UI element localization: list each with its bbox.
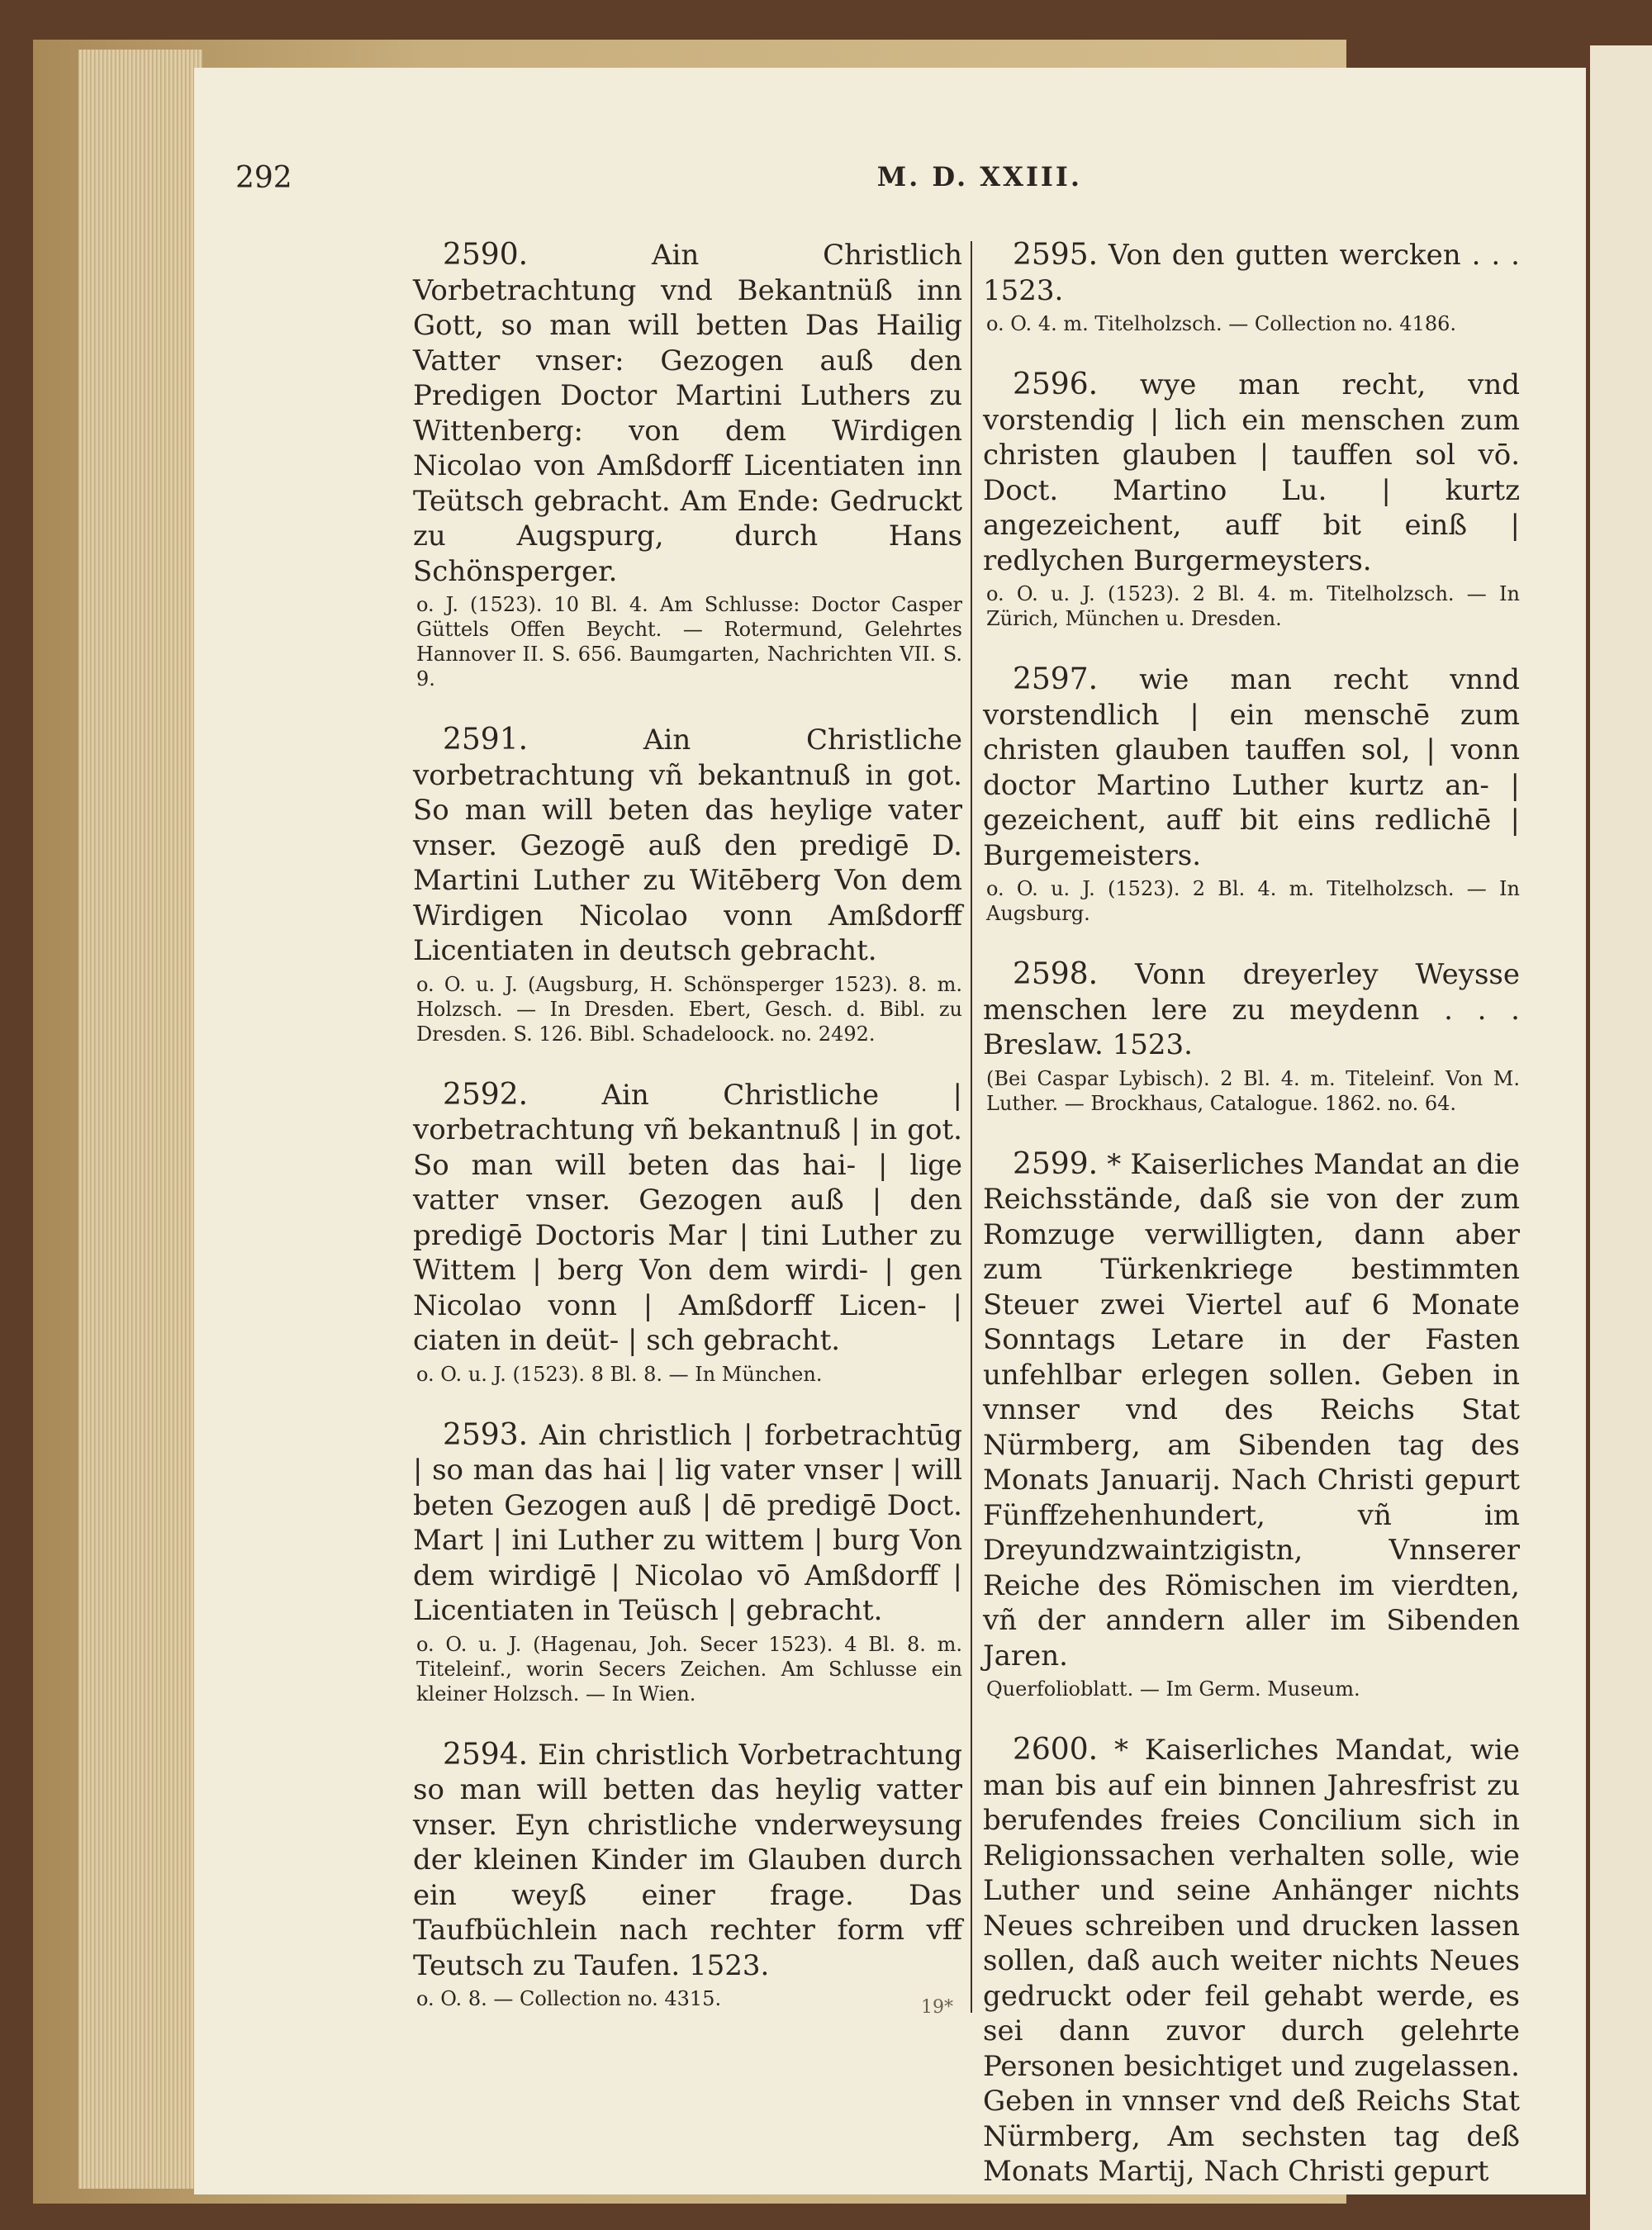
entry-number: 2592. xyxy=(443,1077,529,1112)
entry-title: Ain christlich | forbetrachtūg | so man das hai | lig vater vnser | will beten Gezogen auß | dē predigē Doct. Mart | ini Luther zu wittem | burg Von dem wirdigē | Nicolao vō Amßdorff | Licentiaten in Teüsch | gebracht. xyxy=(413,1418,963,1627)
entry-title: wye man recht, vnd vorstendig | lich ein menschen zum christen glauben | tauffen sol vō. Doct. Martino Lu. | kurtz angezeichent, auff bit einß | redlychen Burgermeysters. xyxy=(983,368,1520,577)
page-number: 292 xyxy=(235,161,292,195)
entry-note: o. O. 4. m. Titelholzsch. — Collection no. 4186. xyxy=(986,312,1457,335)
entry-title: * Kaiserliches Mandat, wie man bis auf ein binnen Jahresfrist zu berufendes freies Concilium sich in Religionssachen verhalten solle, wie Luther und seine Anhänger nichts Neues schreiben und drucken lassen sollen, daß auch weiter nichts Neues gedruckt oder feil gehabt werde, es sei dann zuvor durch gelehrte Personen besichtiget und zugelassen. Geben in vnnser vnd deß Reichs Stat Nürmberg, Am sechsten tag deß Monats Martij, Nach Christi gepurt xyxy=(983,1734,1520,2188)
entry-note: o. O. 8. — Collection no. 4315. xyxy=(416,1987,722,2010)
entry-title: Von den gutten wercken . . . 1523. xyxy=(983,239,1520,307)
entry-title: Ein christlich Vorbetrachtung so man will betten das heylig vatter vnser. Eyn christliche vnderweysung der kleinen Kinder im Glauben durch ein weyß einer frage. Das Taufbüchlein nach rechter form vff Teutsch zu Taufen. 1523. xyxy=(413,1738,962,1982)
page-header xyxy=(235,161,1103,202)
entry-number: 2591. xyxy=(443,723,529,757)
signature-mark: 19* xyxy=(921,1997,953,2018)
entry-note: o. O. u. J. (1523). 2 Bl. 4. m. Titelholzsch. — In Augsburg. xyxy=(986,877,1520,925)
catalog-entry xyxy=(413,1738,962,2012)
entry-note: o. O. u. J. (Augsburg, H. Schönsperger 1523). 8. m. Holzsch. — In Dresden. Ebert, Gesch. d. Bibl. zu Dresden. S. 126. Bibl. Schadeloock. no. 2492. xyxy=(416,972,962,1046)
entry-title: wie man recht vnnd vorstendlich | ein menschē zum christen glauben tauffen sol, | vonn doctor Martino Luther kurtz an- | gezeichent, auff bit eins redlichē | Burgemeisters. xyxy=(983,663,1520,872)
entry-note: o. O. u. J. (1523). 2 Bl. 4. m. Titelholzsch. — In Zürich, München u. Dresden. xyxy=(986,582,1520,630)
right-column xyxy=(983,238,1520,2221)
entry-title: Ain Christliche vorbetrachtung vñ bekantnuß in got. So man will beten das heylige vater vnser. Gezogē auß den predigē D. Martini Luther zu Witēberg Von dem Wirdigen Nicolao vonn Amßdorff Licentiaten in deutsch gebracht. xyxy=(413,724,962,967)
entry-number: 2596. xyxy=(1013,368,1099,401)
entry-number: 2597. xyxy=(1013,662,1099,696)
entry-number: 2590. xyxy=(443,238,529,272)
catalog-entry xyxy=(983,1733,1520,2190)
entry-number: 2594. xyxy=(443,1737,529,1772)
catalog-entry xyxy=(413,1078,962,1387)
left-column xyxy=(413,238,962,2043)
catalog-entry xyxy=(983,238,1520,336)
column-divider xyxy=(971,241,972,2013)
entry-title: Ain Christliche | vorbetrachtung vñ bekantnuß | in got. So man will beten das hai- | lige vatter vnser. Gezogen auß | den predigē Doctoris Mar | tini Luther zu Wittem | berg Von dem wirdi- | gen Nicolao vonn | Amßdorff Licen- | ciaten in deüt- | sch gebracht. xyxy=(413,1078,963,1357)
entry-note: (Bei Caspar Lybisch). 2 Bl. 4. m. Titeleinf. Von M. Luther. — Brockhaus, Catalogue. 1862. no. 64. xyxy=(986,1066,1520,1115)
entry-number: 2598. xyxy=(1013,957,1099,991)
entry-note: Querfolioblatt. — Im Germ. Museum. xyxy=(986,1677,1360,1701)
entry-number: 2600. xyxy=(1013,1733,1099,1767)
catalog-entry xyxy=(983,662,1520,926)
entry-number: 2595. xyxy=(1013,238,1099,272)
catalog-entry xyxy=(413,238,962,691)
facing-page-edge xyxy=(1590,45,1652,2230)
entry-title: Ain Christlich Vorbetrachtung vnd Bekantnüß inn Gott, so man will betten Das Hailig Vatter vnser: Gezogen auß den Predigen Doctor Martini Luthers zu Wittenberg: von dem Wirdigen Nicolao von Amßdorff Licentiaten inn Teütsch gebracht. Am Ende: Gedruckt zu Augspurg, durch Hans Schönsperger. xyxy=(413,239,962,588)
catalog-entry xyxy=(983,1147,1520,1702)
catalog-entry xyxy=(983,957,1520,1116)
entry-number: 2599. xyxy=(1013,1146,1099,1181)
catalog-entry xyxy=(413,1418,962,1706)
running-head: M. D. XXIII. xyxy=(876,161,1082,192)
catalog-entry xyxy=(413,723,962,1046)
catalog-entry xyxy=(983,368,1520,631)
entry-note: o. O. u. J. (1523). 8 Bl. 8. — In München. xyxy=(416,1362,823,1386)
entry-note: o. J. (1523). 10 Bl. 4. Am Schlusse: Doctor Casper Güttels Offen Beycht. — Rotermund, Gelehrtes Hannover II. S. 656. Baumgarten, Nachrichten VII. S. 9. xyxy=(416,593,962,690)
entry-title: Vonn dreyerley Weysse menschen lere zu meydenn . . . Breslaw. 1523. xyxy=(983,958,1520,1061)
entry-number: 2593. xyxy=(443,1417,529,1452)
entry-title: * Kaiserliches Mandat an die Reichsstände, daß sie von der zum Romzuge verwilligten, dann aber zum Türkenkriege bestimmten Steuer zwei Viertel auf 6 Monate Sonntags Letare in der Fasten unfehlbar erlegen sollen. Geben in vnnser vnd des Reichs Stat Nürmberg, am Sibenden tag des Monats Januarij. Nach Christi gepurt Fünffzehenhundert, vñ im Dreyundzwaintzigistn, Vnnserer Reiche des Römischen im vierdten, vñ der anndern aller im Sibenden Jaren. xyxy=(983,1147,1520,1672)
page-stack-edge xyxy=(78,50,202,2189)
entry-note: o. O. u. J. (Hagenau, Joh. Secer 1523). 4 Bl. 8. m. Titeleinf., worin Secers Zeichen. Am Schlusse ein kleiner Holzsch. — In Wien. xyxy=(416,1632,962,1706)
